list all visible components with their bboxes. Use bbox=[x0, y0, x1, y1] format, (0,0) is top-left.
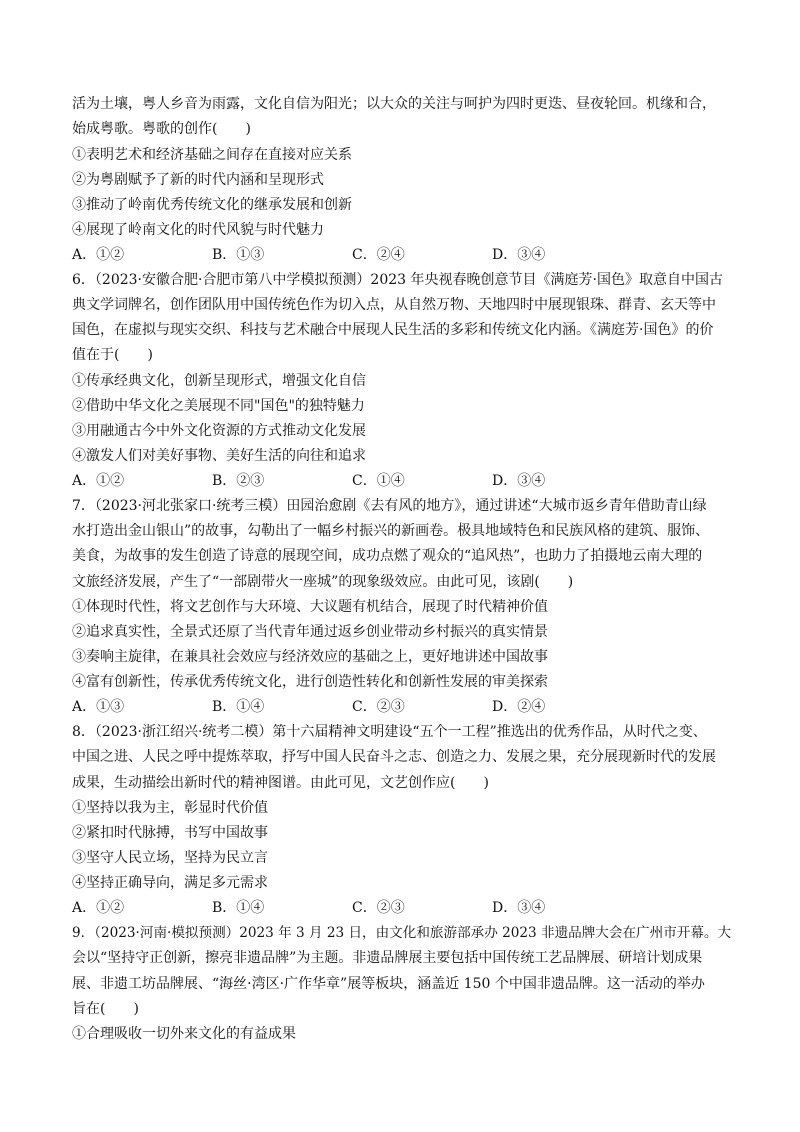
q6-stem-line-2: 典文学词牌名，创作团队用中国传统色作为切入点，从自然万物、天地四时中展现银珠、群青、玄天等中 bbox=[72, 297, 716, 313]
q7-item-3: ③奏响主旋律，在兼具社会效应与经济效应的基础之上，更好地讲述中国故事 bbox=[72, 649, 548, 665]
q9-stem-line-1: 9．（2023·河南·模拟预测）2023 年 3 月 23 日，由文化和旅游部承办 2023 非遗品牌大会在广州市开幕。大 bbox=[72, 925, 732, 941]
q5-item-1: ①表明艺术和经济基础之间存在直接对应关系 bbox=[72, 147, 352, 163]
q5-option-c[interactable]: C．②④ bbox=[352, 247, 405, 263]
q7-option-d[interactable]: D．②④ bbox=[492, 699, 546, 715]
q8-item-2: ②紧扣时代脉搏，书写中国故事 bbox=[72, 825, 268, 841]
q8-item-1: ①坚持以我为主，彰显时代价值 bbox=[72, 800, 268, 816]
q5-option-b[interactable]: B．①③ bbox=[212, 247, 265, 263]
q7-stem-line-4: 文旅经济发展，产生了“一部剧带火一座城”的现象级效应。由此可见，该剧( ) bbox=[72, 574, 574, 590]
q7-options bbox=[72, 698, 732, 716]
q9-stem-line-2: 会以“坚持守正创新，擦亮非遗品牌”为主题。非遗品牌展主要包括中国传统工艺品牌展、研培计划成果 bbox=[72, 950, 703, 966]
q7-item-2: ②追求真实性，全景式还原了当代青年通过返乡创业带动乡村振兴的真实情景 bbox=[72, 624, 548, 640]
q6-stem-line-3: 国色，在虚拟与现实交织、科技与艺术融合中展现人民生活的多彩和传统文化内涵。《满庭芳·国色》的价 bbox=[72, 322, 714, 338]
q5-item-2: ②为粤剧赋予了新的时代内涵和呈现形式 bbox=[72, 172, 324, 188]
q8-stem-line-3: 成果，生动描绘出新时代的精神图谱。由此可见，文艺创作应( ) bbox=[72, 775, 489, 791]
q5-stem-line-2: 始成粤歌。粤歌的创作( ) bbox=[72, 121, 251, 137]
q6-stem-line-4: 值在于( ) bbox=[72, 347, 153, 363]
q7-item-1: ①体现时代性，将文艺创作与大环境、大议题有机结合，展现了时代精神价值 bbox=[72, 599, 548, 615]
q8-option-a[interactable]: A．①② bbox=[72, 900, 125, 916]
q6-options bbox=[72, 472, 732, 490]
q9-stem-line-3: 展、非遗工坊品牌展、“海丝·湾区·广作华章”展等板块，涵盖近 150 个中国非遗品牌。这一活动的举办 bbox=[72, 976, 705, 992]
q6-option-c[interactable]: C．①④ bbox=[352, 473, 405, 489]
q5-option-a[interactable]: A．①② bbox=[72, 247, 125, 263]
q6-stem-line-1: 6．（2023·安徽合肥·合肥市第八中学模拟预测）2023 年央视春晚创意节目《满庭芳·国色》取意自中国古 bbox=[72, 272, 723, 288]
q8-item-3: ③坚守人民立场，坚持为民立言 bbox=[72, 850, 268, 866]
q6-item-4: ④激发人们对美好事物、美好生活的向往和追求 bbox=[72, 448, 366, 464]
q7-option-b[interactable]: B．①④ bbox=[212, 699, 265, 715]
q6-option-b[interactable]: B．②③ bbox=[212, 473, 265, 489]
q7-stem-line-2: 水打造出金山银山”的故事，勾勒出了一幅乡村振兴的新画卷。极具地域特色和民族风格的建筑、服饰、 bbox=[72, 523, 710, 539]
q8-option-d[interactable]: D．③④ bbox=[492, 900, 546, 916]
q6-item-3: ③用融通古今中外文化资源的方式推动文化发展 bbox=[72, 423, 366, 439]
q5-item-3: ③推动了岭南优秀传统文化的继承发展和创新 bbox=[72, 197, 352, 213]
q6-option-a[interactable]: A．①② bbox=[72, 473, 125, 489]
q8-option-c[interactable]: C．②③ bbox=[352, 900, 405, 916]
q9-item-1: ①合理吸收一切外来文化的有益成果 bbox=[72, 1026, 296, 1042]
q8-item-4: ④坚持正确导向，满足多元需求 bbox=[72, 875, 268, 891]
q7-stem-line-1: 7．（2023·河北张家口·统考三模）田园治愈剧《去有风的地方》，通过讲述“大城市返乡青年借助青山绿 bbox=[72, 498, 707, 514]
q6-item-1: ①传承经典文化，创新呈现形式，增强文化自信 bbox=[72, 373, 366, 389]
q6-item-2: ②借助中华文化之美展现不同"国色"的独特魅力 bbox=[72, 398, 365, 414]
q7-option-a[interactable]: A．①③ bbox=[72, 699, 125, 715]
q5-stem-line-1: 活为土壤，粤人乡音为雨露，文化自信为阳光；以大众的关注与呵护为四时更迭、昼夜轮回。机缘和合， bbox=[72, 96, 716, 112]
q6-option-d[interactable]: D．③④ bbox=[492, 473, 546, 489]
q8-options bbox=[72, 899, 732, 917]
q5-item-4: ④展现了岭南文化的时代风貌与时代魅力 bbox=[72, 222, 324, 238]
q9-stem-line-4: 旨在( ) bbox=[72, 1001, 139, 1017]
q8-stem-line-1: 8．（2023·浙江绍兴·统考二模）第十六届精神文明建设“五个一工程”推选出的优秀作品，从时代之变、 bbox=[72, 724, 707, 740]
q5-option-d[interactable]: D．③④ bbox=[492, 247, 546, 263]
q7-stem-line-3: 美食，为故事的发生创造了诗意的展现空间，成功点燃了观众的“追风热”，也助力了拍摄地云南大理的 bbox=[72, 548, 703, 564]
q8-option-b[interactable]: B．①④ bbox=[212, 900, 265, 916]
q8-stem-line-2: 中国之进、人民之呼中提炼萃取，抒写中国人民奋斗之志、创造之力、发展之果，充分展现新时代的发展 bbox=[72, 749, 716, 765]
q7-item-4: ④富有创新性，传承优秀传统文化，进行创造性转化和创新性发展的审美探索 bbox=[72, 674, 548, 690]
q5-options bbox=[72, 246, 732, 264]
q7-option-c[interactable]: C．②③ bbox=[352, 699, 405, 715]
